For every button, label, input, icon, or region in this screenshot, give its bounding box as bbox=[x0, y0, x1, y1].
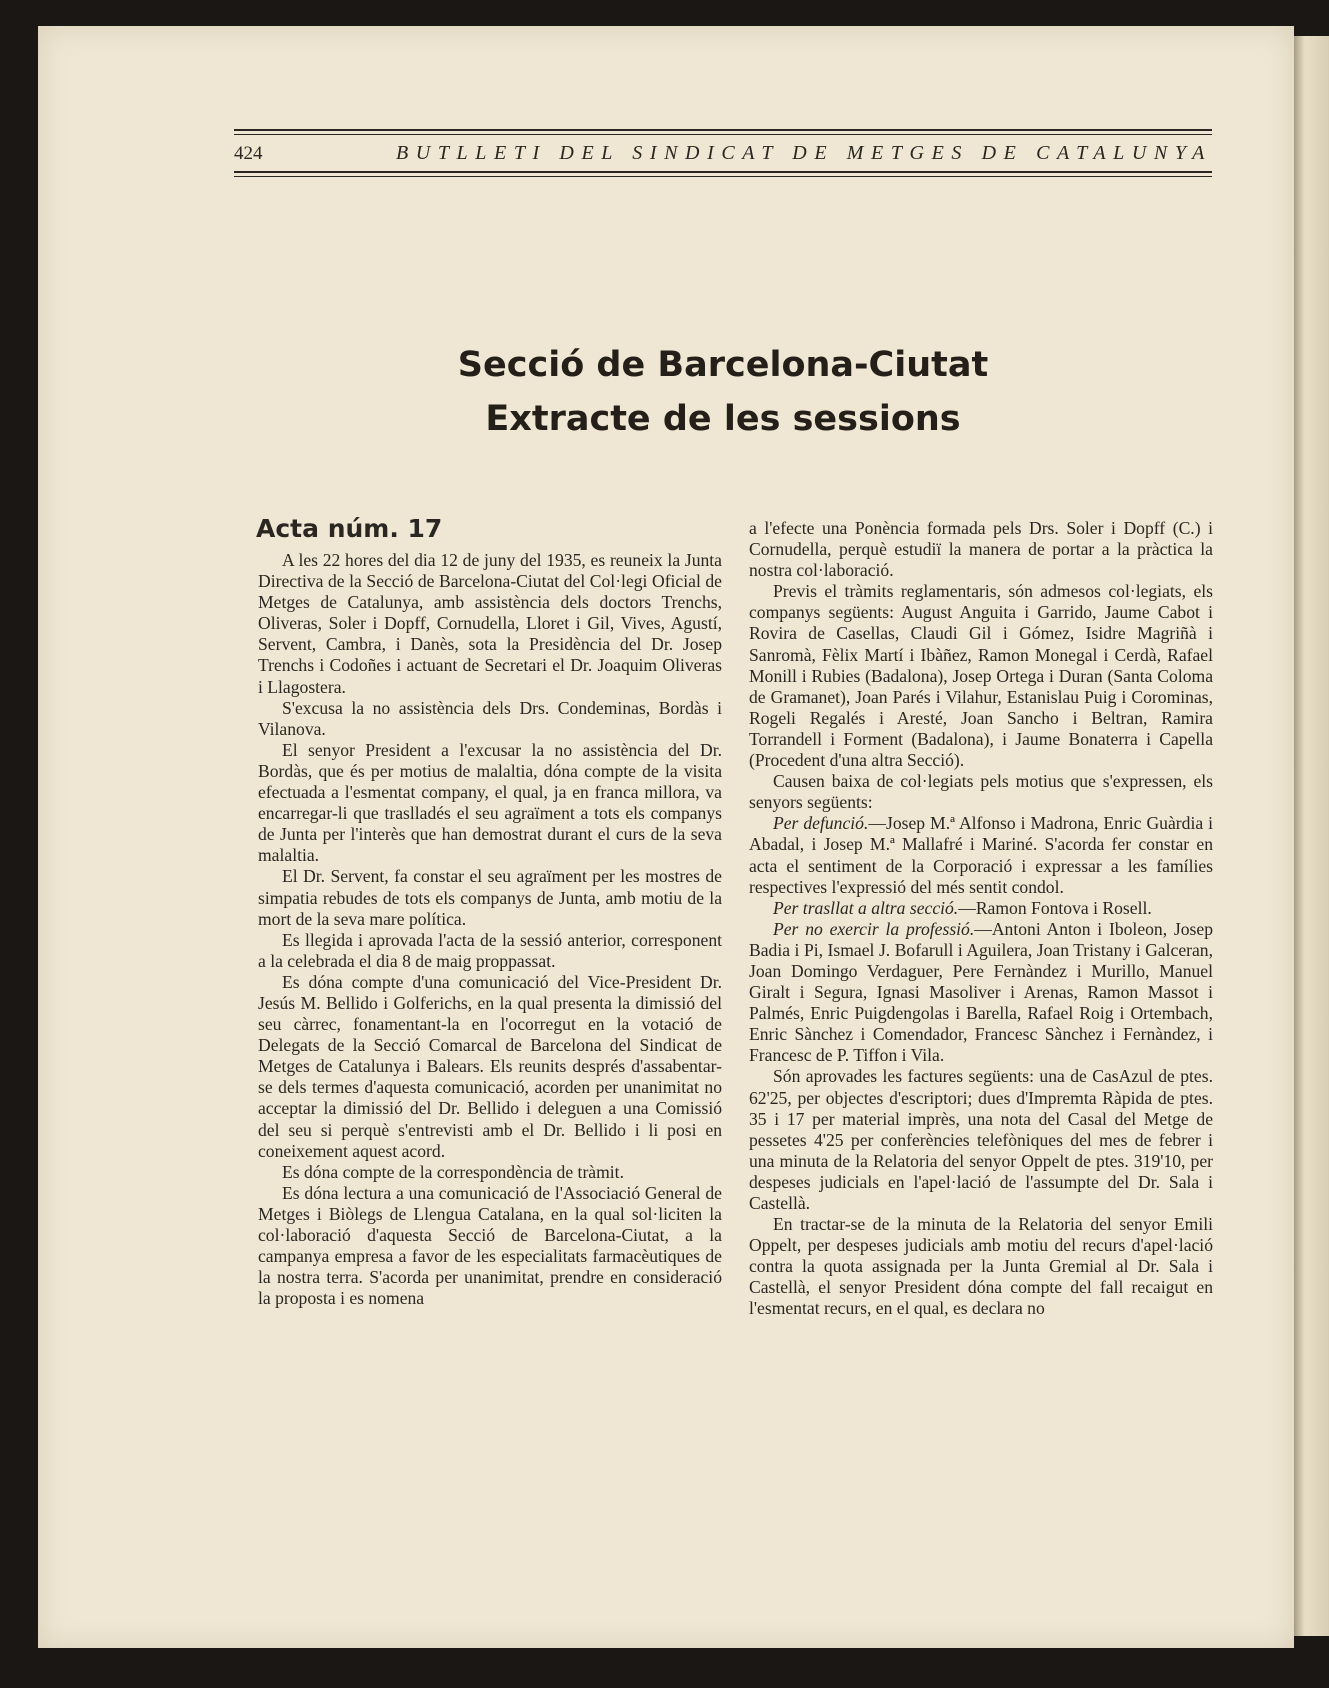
scan-page-edge bbox=[1292, 36, 1329, 1636]
paragraph-text: Previs el tràmits reglamentaris, són admesos col·legiats, els companys següents: August Anguita i Garrido, Jaume Cabot i Rovira de Casellas, Claudi Gil i Gómez, Isidre Magriñà i Sanromà, Fèlix Martí i Ibàñez, Ramon Monegal i Cerdà, Rafael Monill i Rubies (Badalona), Josep Ortega i Duran (Santa Coloma de Gramanet), Joan Parés i Vilahur, Estanislau Puig i Corominas, Rogeli Regalés i Aresté, Joan Sancho i Beltran, Ramira Torrandell i Forment (Badalona), i Jaume Bonaterra i Capella (Procedent d'una altra Secció). bbox=[749, 581, 1213, 771]
running-header bbox=[234, 129, 1212, 177]
page-number: 424 bbox=[234, 143, 263, 164]
header-rule-top bbox=[234, 129, 1212, 131]
paragraph-text: Causen baixa de col·legiats pels motius que s'expressen, els senyors següents: bbox=[749, 771, 1213, 813]
paragraph-lead: Per trasllat a altra secció. bbox=[773, 897, 959, 918]
paragraph: Es dóna compte d'una comunicació del Vice-President Dr. Jesús M. Bellido i Golferichs, en la qual presenta la dimissió del seu càrrec, fonamentant-la en l'ocorregut en la votació de Delegats de la Secció Comarcal de Barcelona del Sindicat de Metges de Catalunya i Balears. Els reunits després d'assabentar-se dels termes d'aquesta comunicació, acorden per unanimitat no acceptar la dimissió del Dr. Bellido i deleguen a una Comissió del seu si perquè s'entrevisti amb el Dr. Bellido i li posi en coneixement aquest acord. bbox=[258, 971, 722, 1161]
article-title bbox=[234, 338, 1212, 446]
paragraph-lead: Per defunció. bbox=[773, 813, 869, 834]
header-rule-bottom-thin bbox=[234, 176, 1212, 177]
paragraph-text: a l'efecte una Ponència formada pels Drs. Soler i Dopff (C.) i Cornudella, perquè estudiï la manera de portar a la pràctica la nostra col·laboració. bbox=[749, 518, 1213, 581]
paragraph bbox=[749, 1066, 1213, 1214]
header-rule-bottom bbox=[234, 171, 1212, 173]
paragraph-text: —Josep M.ª Alfonso i Madrona, Enric Guàrdia i Abadal, i Josep M.ª Mallafré i Mariné. S'acorda fer constar en acta el sentiment de la Corporació i expressar a les famílies respectives l'expressió del més sentit condol. bbox=[749, 813, 1214, 897]
paragraph: El senyor President a l'excusar la no assistència del Dr. Bordàs, que és per motius de malaltia, dóna compte de la visita efectuada a l'esmentat company, el qual, ja en franca millora, va encarregar-li que traslladés el seu agraïment a tots els companys de Junta per l'interès que han demostrat durant el curs de la seva malaltia. bbox=[258, 739, 722, 866]
running-title: BUTLLETI DEL SINDICAT DE METGES DE CATALUNYA bbox=[395, 142, 1212, 164]
paragraph bbox=[749, 898, 1213, 919]
paragraph bbox=[749, 771, 1213, 813]
right-column bbox=[749, 518, 1213, 1320]
paragraph-text: Són aprovades les factures següents: una de CasAzul de ptes. 62'25, per objectes d'escriptori; dues d'Impremta Ràpida de ptes. 35 i 17 per material imprès, una nota del Casal del Metge de pessetes 4'25 per conferències telefòniques del mes de febrer i una minuta de la Relatoria del senyor Oppelt de ptes. 319'10, per despeses judicials en l'apel·lació de l'assumpte del Dr. Sala i Castellà. bbox=[749, 1066, 1213, 1213]
paragraph bbox=[749, 919, 1213, 1067]
paragraph bbox=[749, 1214, 1213, 1319]
paragraph bbox=[749, 813, 1213, 897]
paragraph-text: —Ramon Fontova i Rosell. bbox=[958, 897, 1152, 918]
paragraph-text: —Antoni Anton i Iboleon, Josep Badia i Pi, Ismael J. Bofarull i Aguilera, Joan Tristany i Galceran, Joan Domingo Verdaguer, Pere Fernàndez i Murillo, Manuel Giralt i Segura, Ignasi Masoliver i Arenas, Ramon Massot i Palmés, Enric Puigdengolas i Barella, Rafael Roig i Ortembach, Enric Sànchez i Comendador, Francesc Sànchez i Fernàndez, i Francesc de P. Tiffon i Vila. bbox=[749, 918, 1213, 1066]
paragraph: A les 22 hores del dia 12 de juny del 1935, es reuneix la Junta Directiva de la Secció de Barcelona-Ciutat del Col·legi Oficial de Metges de Catalunya, amb assistència dels doctors Trenchs, Oliveras, Soler i Dopff, Cornudella, Lloret i Gil, Vives, Agustí, Servent, Cambra, i Danès, sota la Presidència del Dr. Josep Trenchs i Codoñes i actuant de Secretari el Dr. Joaquim Oliveras i Llagostera. bbox=[258, 550, 722, 697]
document-page bbox=[38, 26, 1294, 1648]
paragraph: S'excusa la no assistència dels Drs. Condeminas, Bordàs i Vilanova. bbox=[258, 697, 722, 739]
paragraph: Es llegida i aprovada l'acta de la sessió anterior, corresponent a la celebrada el dia 8 de maig proppassat. bbox=[258, 929, 722, 971]
paragraph-lead: Per no exercir la professió. bbox=[773, 918, 975, 939]
paragraph bbox=[749, 581, 1213, 771]
paragraph: Es dóna lectura a una comunicació de l'Associació General de Metges i Biòlegs de Llengua Catalana, en la qual sol·liciten la col·laboració d'aquesta Secció de Barcelona-Ciutat, a la campanya empresa a favor de les especialitats farmacèutiques de la nostra terra. S'acorda per unanimitat, prendre en consideració la proposta i es nomena bbox=[258, 1182, 722, 1309]
paragraph: Es dóna compte de la correspondència de tràmit. bbox=[282, 1161, 624, 1182]
paragraph-text: En tractar-se de la minuta de la Relatoria del senyor Emili Oppelt, per despeses judicials amb motiu del recurs d'apel·lació contra la quota assignada per la Junta Gremial al Dr. Sala i Castellà, el senyor President dóna compte del fall recaigut en l'esmentat recurs, en el qual, es declara no bbox=[749, 1214, 1213, 1319]
paragraph: El Dr. Servent, fa constar el seu agraïment per les mostres de simpatia rebudes de tots els companys de Junta, amb motiu de la mort de la seva mare política. bbox=[258, 866, 722, 929]
left-column bbox=[258, 514, 722, 1309]
section-heading: Acta núm. 17 bbox=[256, 514, 443, 543]
title-line-2: Extracte de les sessions bbox=[485, 399, 961, 439]
paragraph bbox=[749, 518, 1213, 581]
title-line-1: Secció de Barcelona-Ciutat bbox=[457, 345, 989, 385]
